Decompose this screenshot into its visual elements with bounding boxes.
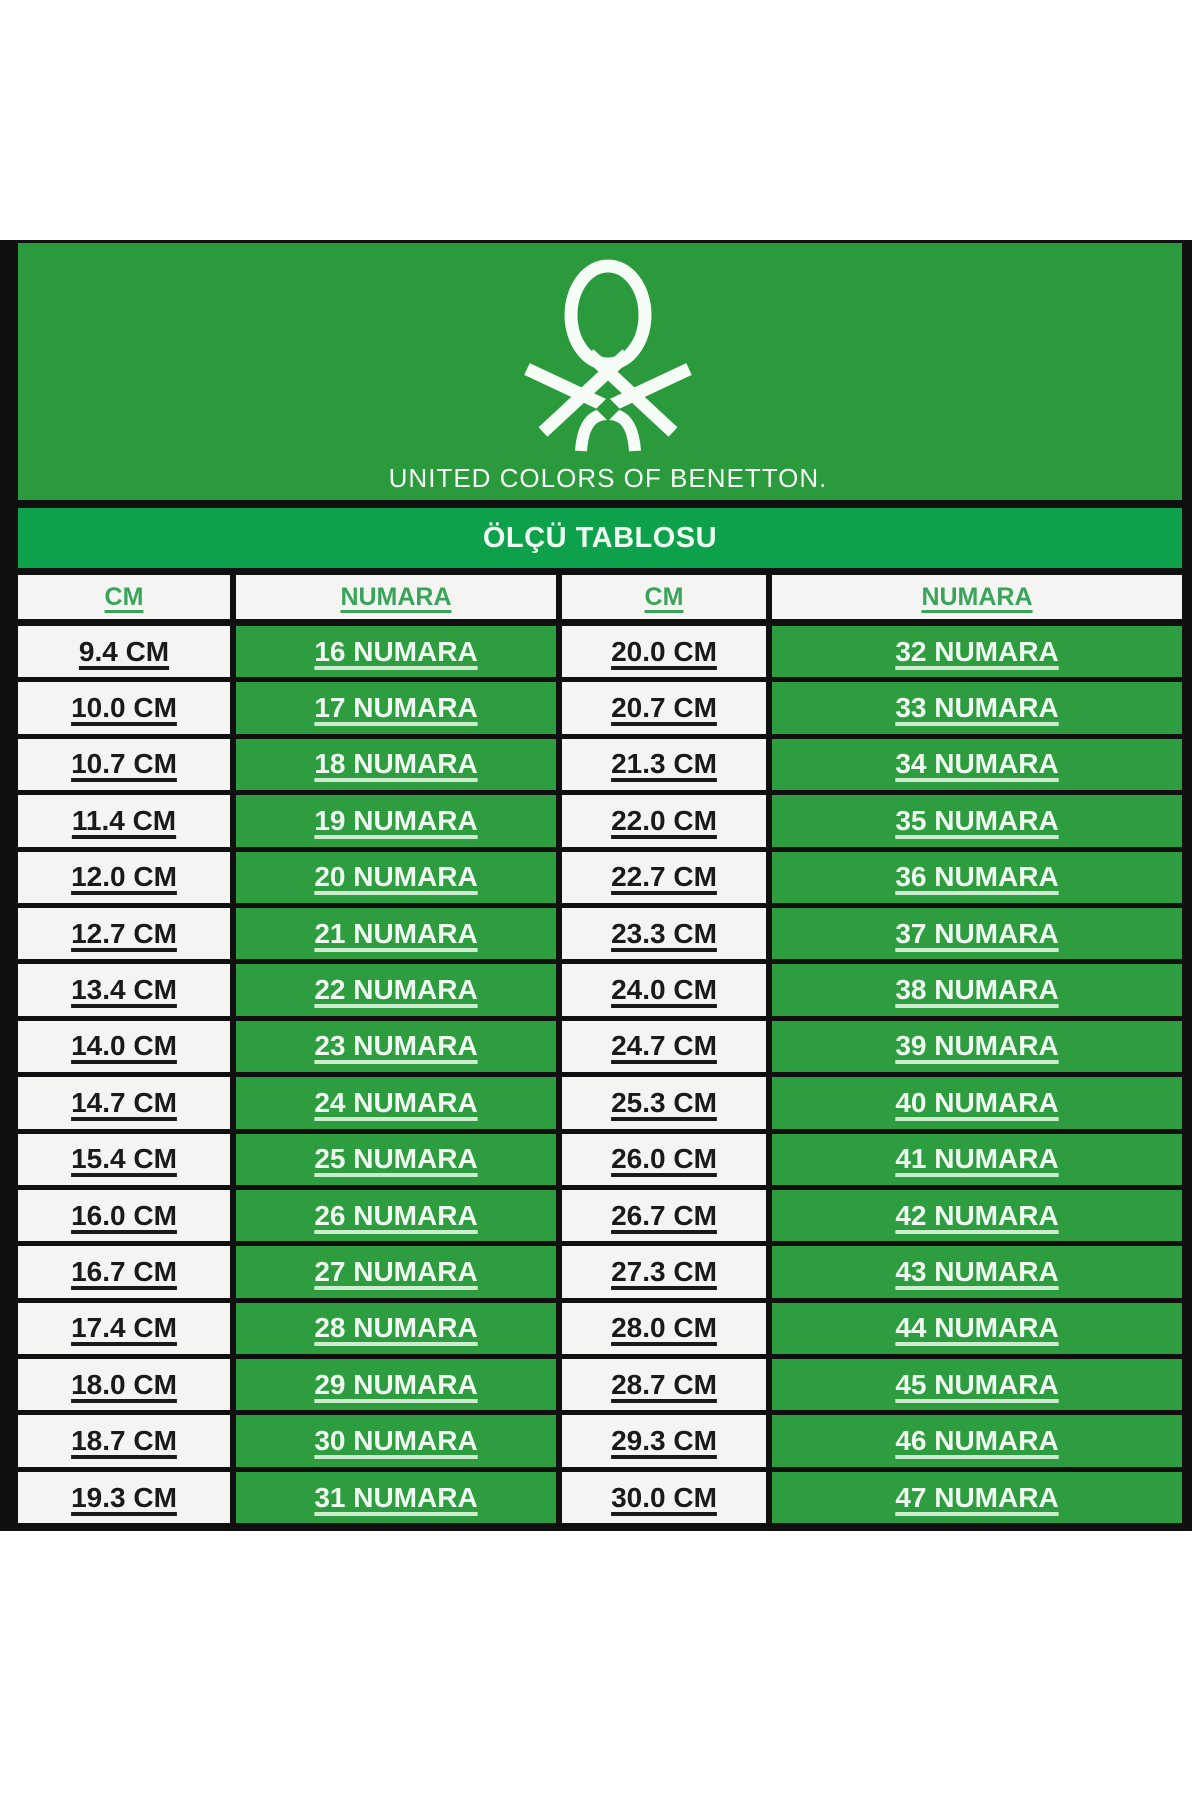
table-row (18, 964, 1182, 1020)
cm-cell: 24.7 CM (556, 1021, 766, 1072)
table-row (18, 795, 1182, 851)
numara-cell: 26 NUMARA (230, 1190, 556, 1241)
cm-cell: 29.3 CM (556, 1415, 766, 1466)
cm-cell: 11.4 CM (18, 795, 230, 846)
table-row (18, 1359, 1182, 1415)
chart-title: ÖLÇÜ TABLOSU (482, 521, 718, 554)
title-band (18, 508, 1182, 575)
table-row (18, 1472, 1182, 1523)
numara-cell: 27 NUMARA (230, 1246, 556, 1297)
column-header-numara-right: NUMARA (766, 575, 1182, 619)
numara-cell: 40 NUMARA (766, 1077, 1182, 1128)
table-row (18, 739, 1182, 795)
numara-cell: 16 NUMARA (230, 626, 556, 677)
table-row (18, 852, 1182, 908)
cm-cell: 22.7 CM (556, 852, 766, 903)
numara-cell: 42 NUMARA (766, 1190, 1182, 1241)
numara-cell: 38 NUMARA (766, 964, 1182, 1015)
brand-logo-block (389, 257, 828, 494)
cm-cell: 28.7 CM (556, 1359, 766, 1410)
numara-cell: 33 NUMARA (766, 682, 1182, 733)
numara-cell: 39 NUMARA (766, 1021, 1182, 1072)
cm-cell: 17.4 CM (18, 1303, 230, 1354)
numara-cell: 43 NUMARA (766, 1246, 1182, 1297)
cm-cell: 16.0 CM (18, 1190, 230, 1241)
brand-header (18, 243, 1182, 508)
numara-cell: 37 NUMARA (766, 908, 1182, 959)
cm-cell: 24.0 CM (556, 964, 766, 1015)
cm-cell: 16.7 CM (18, 1246, 230, 1297)
cm-cell: 13.4 CM (18, 964, 230, 1015)
numara-cell: 20 NUMARA (230, 852, 556, 903)
numara-cell: 18 NUMARA (230, 739, 556, 790)
numara-cell: 35 NUMARA (766, 795, 1182, 846)
table-row (18, 1415, 1182, 1471)
cm-cell: 26.0 CM (556, 1134, 766, 1185)
cm-cell: 14.7 CM (18, 1077, 230, 1128)
table-row (18, 1134, 1182, 1190)
cm-cell: 12.0 CM (18, 852, 230, 903)
numara-cell: 23 NUMARA (230, 1021, 556, 1072)
numara-cell: 19 NUMARA (230, 795, 556, 846)
cm-cell: 15.4 CM (18, 1134, 230, 1185)
numara-cell: 24 NUMARA (230, 1077, 556, 1128)
numara-cell: 30 NUMARA (230, 1415, 556, 1466)
cm-cell: 27.3 CM (556, 1246, 766, 1297)
size-chart-sheet (0, 240, 1192, 1531)
cm-cell: 22.0 CM (556, 795, 766, 846)
numara-cell: 25 NUMARA (230, 1134, 556, 1185)
table-row (18, 1303, 1182, 1359)
table-row (18, 1077, 1182, 1133)
table-row (18, 682, 1182, 738)
numara-cell: 45 NUMARA (766, 1359, 1182, 1410)
table-row (18, 1021, 1182, 1077)
column-header-numara-left: NUMARA (230, 575, 556, 619)
cm-cell: 9.4 CM (18, 626, 230, 677)
numara-cell: 36 NUMARA (766, 852, 1182, 903)
numara-cell: 22 NUMARA (230, 964, 556, 1015)
table-body (18, 626, 1182, 1523)
benetton-knot-logo-icon (523, 257, 693, 457)
cm-cell: 20.0 CM (556, 626, 766, 677)
numara-cell: 34 NUMARA (766, 739, 1182, 790)
cm-cell: 10.7 CM (18, 739, 230, 790)
cm-cell: 21.3 CM (556, 739, 766, 790)
numara-cell: 21 NUMARA (230, 908, 556, 959)
cm-cell: 25.3 CM (556, 1077, 766, 1128)
numara-cell: 28 NUMARA (230, 1303, 556, 1354)
brand-wordmark: UNITED COLORS OF BENETTON. (388, 463, 828, 493)
cm-cell: 12.7 CM (18, 908, 230, 959)
column-header-cm-left: CM (104, 582, 144, 611)
cm-cell: 18.7 CM (18, 1415, 230, 1466)
table-row (18, 1246, 1182, 1302)
numara-cell: 32 NUMARA (766, 626, 1182, 677)
table-row (18, 1190, 1182, 1246)
cm-cell: 20.7 CM (556, 682, 766, 733)
numara-cell: 46 NUMARA (766, 1415, 1182, 1466)
cm-cell: 30.0 CM (556, 1472, 766, 1523)
table-row (18, 908, 1182, 964)
numara-cell: 17 NUMARA (230, 682, 556, 733)
cm-cell: 23.3 CM (556, 908, 766, 959)
cm-cell: 10.0 CM (18, 682, 230, 733)
numara-cell: 47 NUMARA (766, 1472, 1182, 1523)
table-header-row (18, 575, 1182, 626)
table-row (18, 626, 1182, 682)
cm-cell: 19.3 CM (18, 1472, 230, 1523)
cm-cell: 14.0 CM (18, 1021, 230, 1072)
numara-cell: 29 NUMARA (230, 1359, 556, 1410)
cm-cell: 26.7 CM (556, 1190, 766, 1241)
numara-cell: 31 NUMARA (230, 1472, 556, 1523)
cm-cell: 18.0 CM (18, 1359, 230, 1410)
numara-cell: 44 NUMARA (766, 1303, 1182, 1354)
column-header-cm-right: CM (556, 575, 766, 619)
numara-cell: 41 NUMARA (766, 1134, 1182, 1185)
cm-cell: 28.0 CM (556, 1303, 766, 1354)
